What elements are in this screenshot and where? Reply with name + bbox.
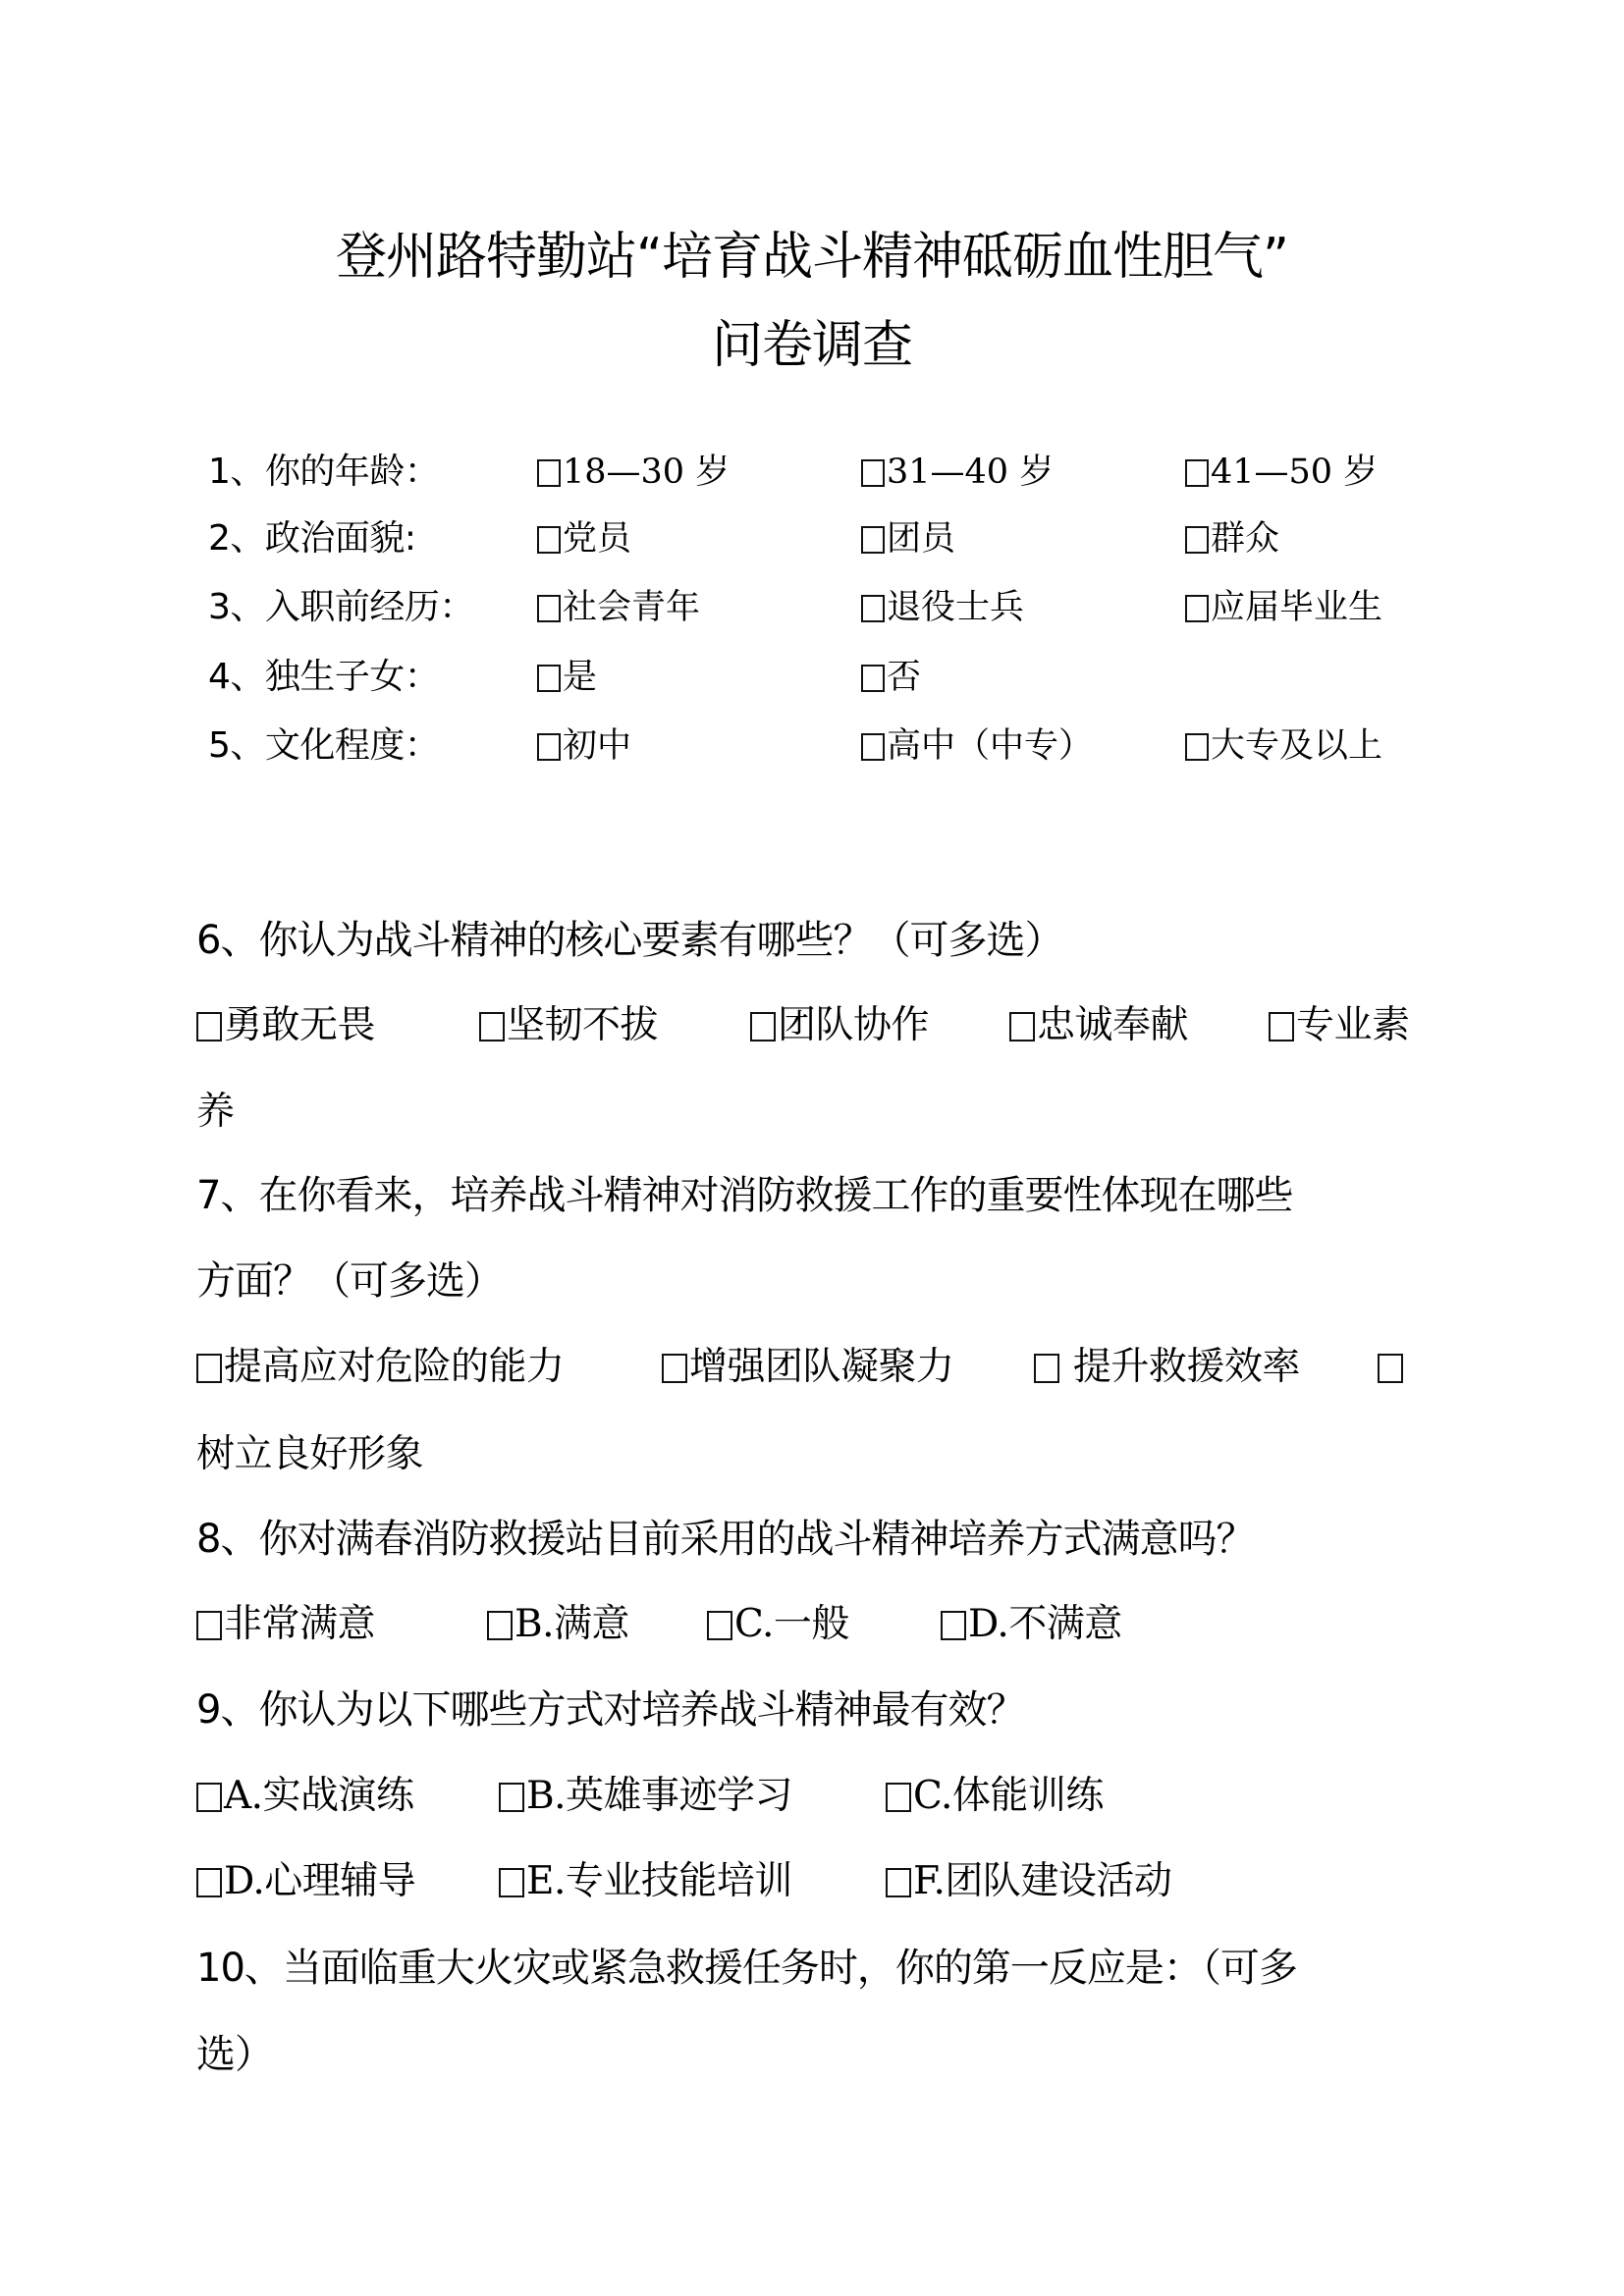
checkbox-icon[interactable] [1034,1354,1059,1383]
q9-option-f[interactable]: F.团队建设活动 [886,1854,1171,1909]
q6-option-4[interactable]: 忠诚奉献 [1009,998,1188,1053]
q9-option-e[interactable]: E.专业技能培训 [499,1854,792,1909]
q7-option-2[interactable]: 增强团队凝聚力 [662,1340,954,1395]
q2-option-1[interactable]: 党员 [537,514,631,563]
checkbox-icon[interactable] [861,665,885,692]
q2-option-3[interactable]: 群众 [1185,514,1279,563]
q9-option-a[interactable]: A.实战演练 [196,1769,414,1824]
q7-question-line2: 方面？（可多选） [196,1258,503,1304]
q5-label: 5、文化程度： [208,725,440,766]
checkbox-icon[interactable] [662,1354,687,1383]
q10-question-line1: 10、当面临重大火灾或紧急救援任务时，你的第一反应是：（可多 [196,1946,1297,1991]
q1-option-2[interactable]: 31—40 岁 [861,448,1054,497]
q3-option-2[interactable]: 退役士兵 [861,583,1024,632]
checkbox-icon[interactable] [707,1611,732,1640]
q8-option-a[interactable]: 非常满意 [196,1597,375,1652]
checkbox-icon[interactable] [196,1354,222,1383]
q7-question-line1: 7、在你看来，培养战斗精神对消防救援工作的重要性体现在哪些 [196,1173,1293,1218]
q7-option-3[interactable]: 提升救援效率 [1034,1340,1300,1395]
q6-option-5-wrap: 养 [196,1090,235,1134]
q6-option-5[interactable]: 专业素 [1269,998,1410,1053]
q2-option-2[interactable]: 团员 [861,514,955,563]
q6-option-3[interactable]: 团队协作 [750,998,929,1053]
checkbox-icon[interactable] [1269,1012,1294,1041]
checkbox-icon[interactable] [1185,733,1209,761]
q6-option-2[interactable]: 坚韧不拔 [479,998,658,1053]
checkbox-icon[interactable] [196,1783,222,1812]
checkbox-icon[interactable] [1185,595,1209,622]
checkbox-icon[interactable] [499,1868,524,1897]
checkbox-icon[interactable] [537,733,561,761]
checkbox-icon[interactable] [499,1783,524,1812]
q8-question: 8、你对满春消防救援站目前采用的战斗精神培养方式满意吗？ [196,1517,1255,1562]
document-title-line2: 问卷调查 [711,316,912,375]
q1-option-1[interactable]: 18—30 岁 [537,448,730,497]
checkbox-icon[interactable] [861,526,885,554]
q9-question: 9、你认为以下哪些方式对培养战斗精神最有效？ [196,1687,1025,1733]
checkbox-icon[interactable] [537,665,561,692]
q8-option-d[interactable]: D.不满意 [941,1597,1122,1652]
checkbox-icon[interactable] [196,1611,222,1640]
q5-option-1[interactable]: 初中 [537,721,631,771]
q4-option-2[interactable]: 否 [861,653,921,702]
q9-option-b[interactable]: B.英雄事迹学习 [499,1769,792,1824]
q3-label: 3、入职前经历： [208,587,474,627]
checkbox-icon[interactable] [1009,1012,1035,1041]
checkbox-icon[interactable] [1185,526,1209,554]
q1-option-3[interactable]: 41—50 岁 [1185,448,1378,497]
q3-option-3[interactable]: 应届毕业生 [1185,583,1382,632]
q6-question: 6、你认为战斗精神的核心要素有哪些？（可多选） [196,918,1063,963]
document-title-line1: 登州路特勤站“培育战斗精神砥砺血性胆气” [336,228,1288,287]
checkbox-icon[interactable] [861,595,885,622]
q1-label: 1、你的年龄： [208,452,440,492]
checkbox-icon[interactable] [537,595,561,622]
checkbox-icon[interactable] [886,1783,911,1812]
q8-option-c[interactable]: C.一般 [707,1597,849,1652]
q4-label: 4、独生子女： [208,657,440,697]
checkbox-icon[interactable] [537,459,561,487]
q8-option-b[interactable]: B.满意 [487,1597,629,1652]
checkbox-icon[interactable] [196,1868,222,1897]
checkbox-icon[interactable] [1185,459,1209,487]
q6-option-1[interactable]: 勇敢无畏 [196,998,375,1053]
q3-option-1[interactable]: 社会青年 [537,583,700,632]
q7-option-4[interactable] [1378,1340,1405,1395]
q7-option-1[interactable]: 提高应对危险的能力 [196,1340,565,1395]
checkbox-icon[interactable] [537,526,561,554]
q5-option-2[interactable]: 高中（中专） [861,721,1093,771]
checkbox-icon[interactable] [487,1611,513,1640]
checkbox-icon[interactable] [750,1012,776,1041]
q7-option-4-wrap: 树立良好形象 [196,1432,424,1476]
q10-question-line2: 选） [196,2032,273,2077]
q2-label: 2、政治面貌: [208,518,416,559]
checkbox-icon[interactable] [1378,1354,1403,1383]
q9-option-d[interactable]: D.心理辅导 [196,1854,415,1909]
checkbox-icon[interactable] [196,1012,222,1041]
q4-option-1[interactable]: 是 [537,653,597,702]
checkbox-icon[interactable] [479,1012,505,1041]
checkbox-icon[interactable] [861,733,885,761]
checkbox-icon[interactable] [941,1611,966,1640]
checkbox-icon[interactable] [886,1868,911,1897]
q5-option-3[interactable]: 大专及以上 [1185,721,1382,771]
checkbox-icon[interactable] [861,459,885,487]
q9-option-c[interactable]: C.体能训练 [886,1769,1104,1824]
